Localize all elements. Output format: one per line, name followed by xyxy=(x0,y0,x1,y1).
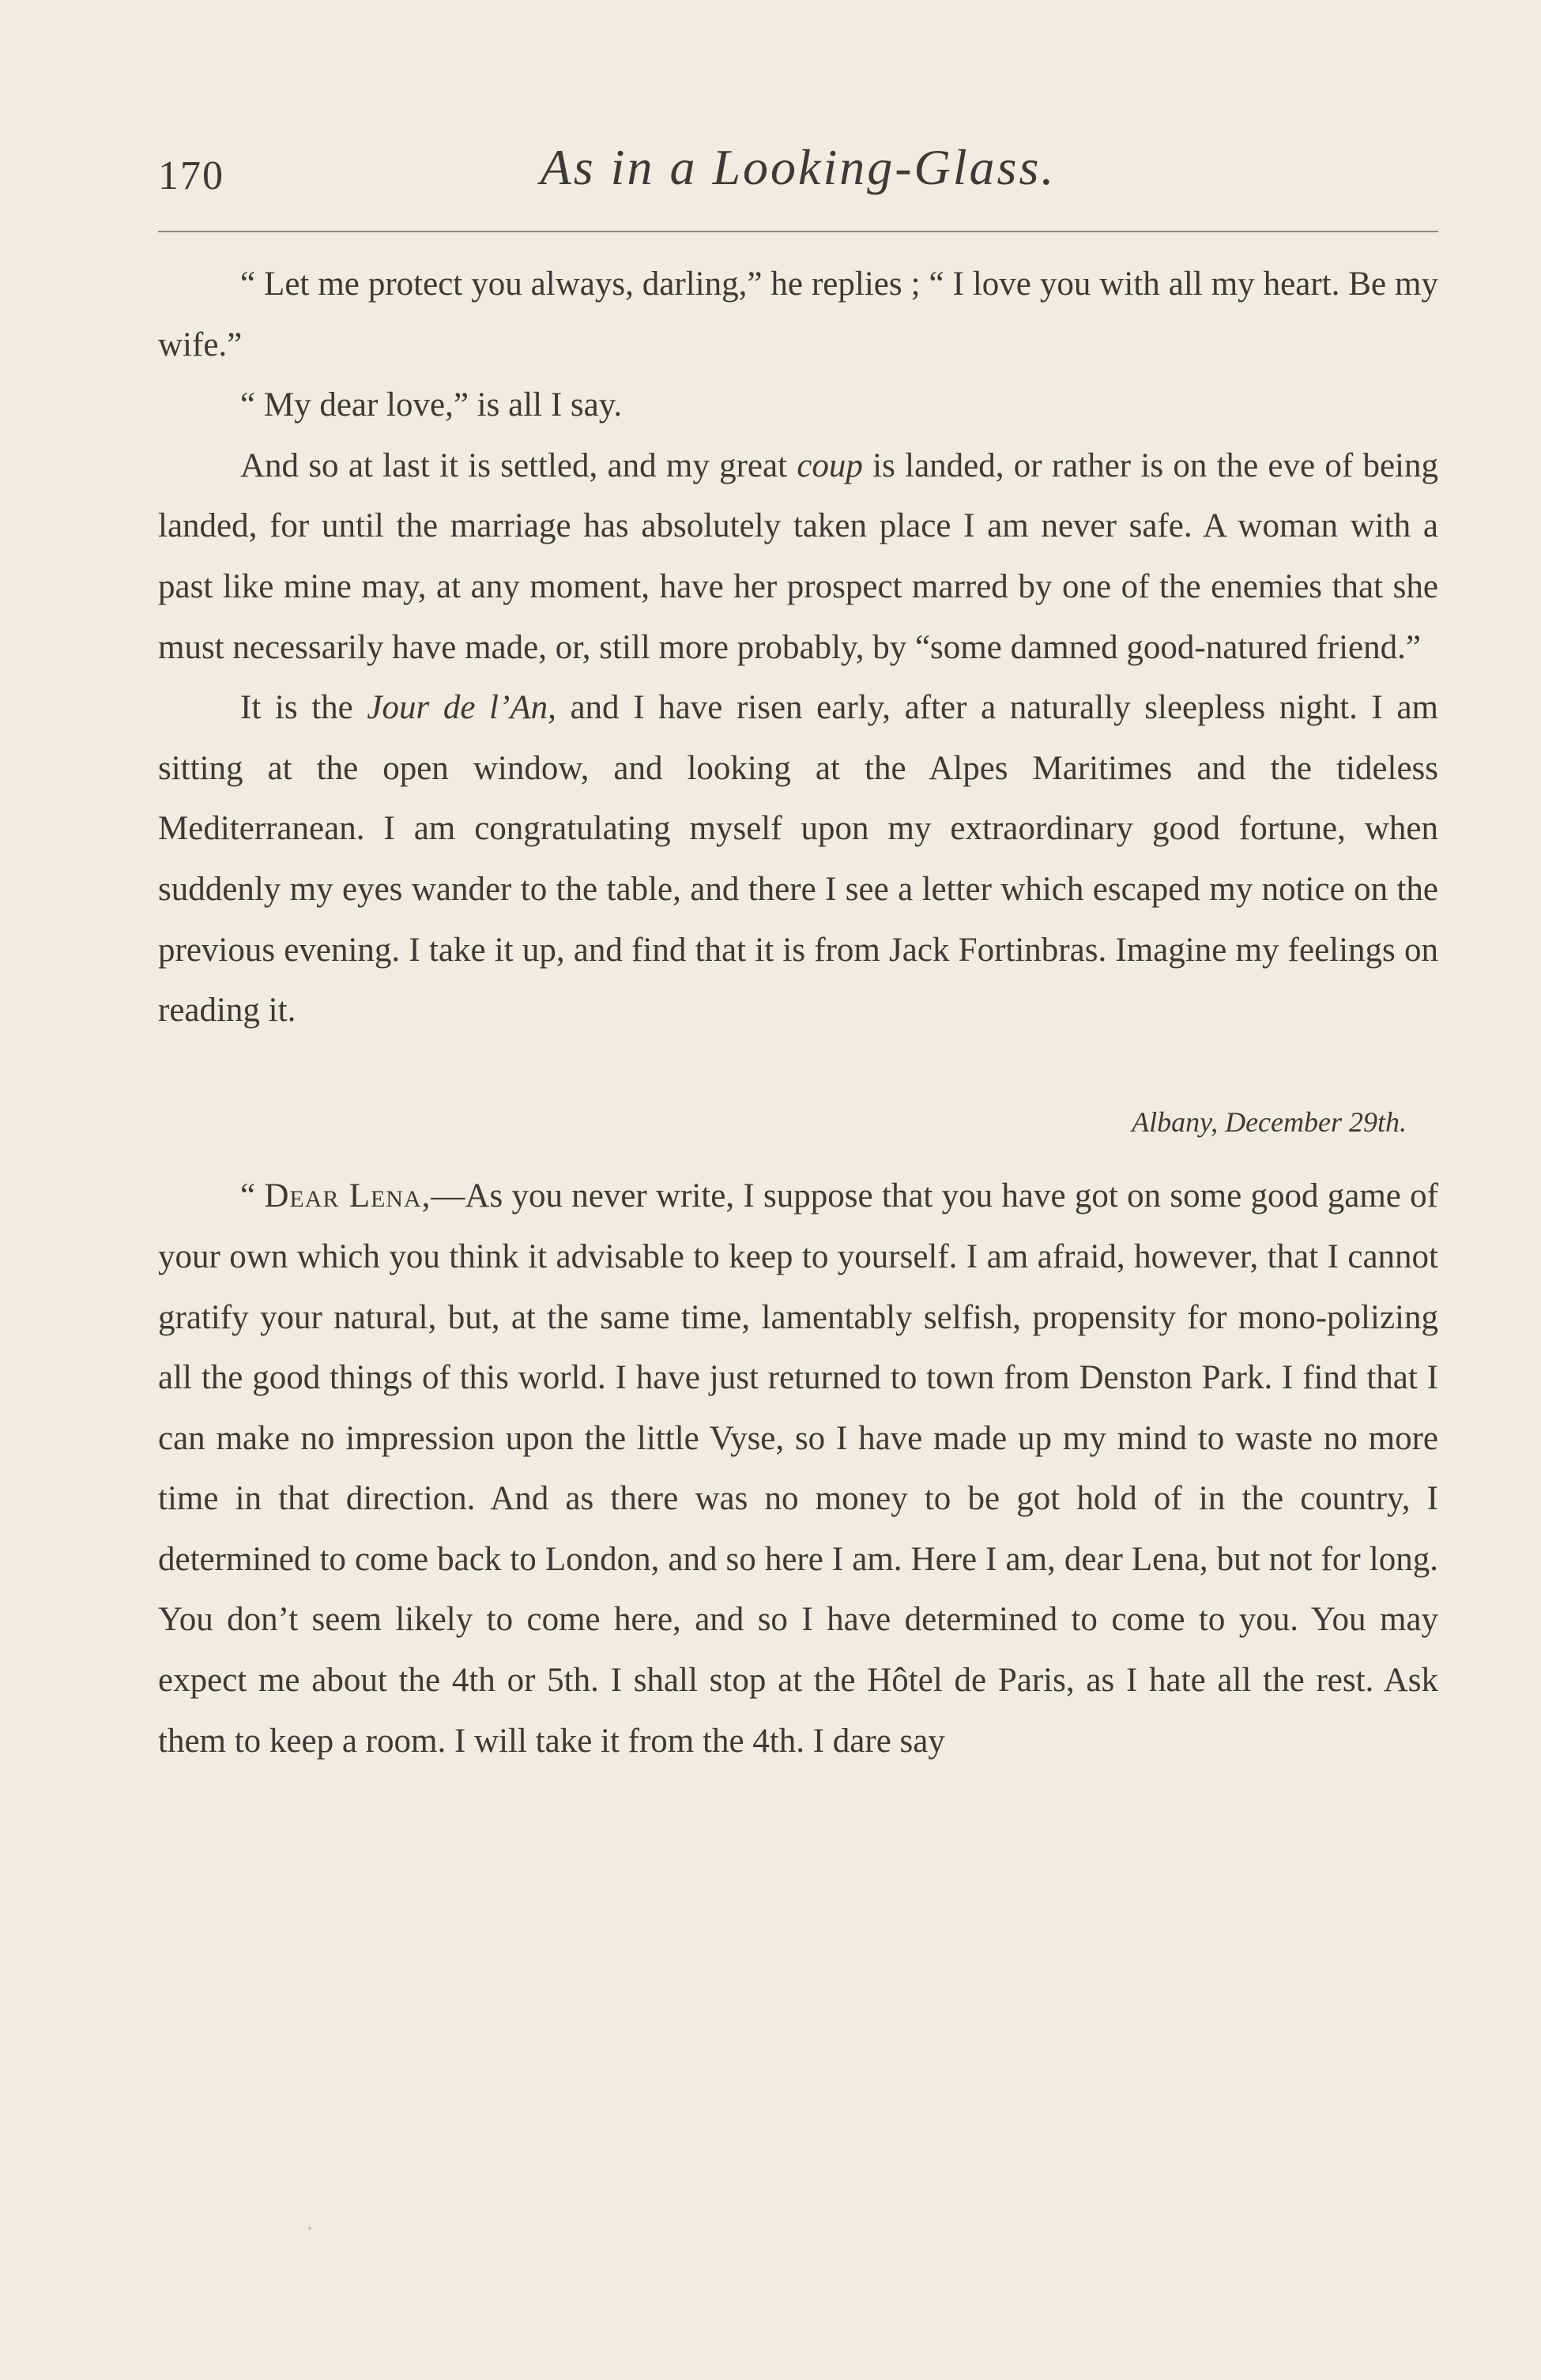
paragraph-4 xyxy=(158,678,1438,1041)
letter-body xyxy=(158,1166,1438,1772)
header-rule xyxy=(158,231,1438,232)
letter-text: —As you never write, I suppose that you have got on some good game of your own which you think it advisable to keep to yourself. I am afraid, however, that I cannot gratify your natural, but, at the same time, lamentably selfish, propensity for mono-polizing all the good things of this world. I have just returned to town from Denston Park. I find that I can make no impression upon the little Vyse, so I have made up my mind to waste no more time in that direction. And as there was no money to be got hold of in the country, I determined to come back to London, and so here I am. Here I am, dear Lena, but not for long. You don’t seem likely to come here, and so I have determined to come to you. You may expect me about the 4th or 5th. I shall stop at the Hôtel de Paris, as I hate all the rest. Ask them to keep a room. I will take it from the 4th. I dare say xyxy=(158,1177,1438,1760)
paragraph-2 xyxy=(158,375,1438,436)
page-header xyxy=(158,138,1438,209)
paragraph-text: is landed, or rather is on the eve of being landed, for until the marriage has absolutely taken place I am never safe. A woman with a past like mine may, at any moment, have her prospect marred by one of the enemies that she must necessarily have made, or, still more probably, by “some damned good-natured friend.” xyxy=(158,446,1438,666)
paragraph-text: “ My dear love,” is all I say. xyxy=(240,386,623,424)
salutation-quote: “ xyxy=(240,1177,265,1215)
letter-dateline: Albany, December 29th. xyxy=(1132,1105,1407,1138)
paper-speck xyxy=(308,2227,311,2230)
paragraph-text: It is the xyxy=(240,689,367,727)
running-title: As in a Looking-Glass. xyxy=(540,139,1057,195)
paragraph-text: and I have risen early, after a naturally sleepless night. I am sitting at the open window, and looking at the Alpes Maritimes and the tideless Mediterranean. I am congratulating myself upon my extraordinary good fortune, when suddenly my eyes wander to the table, and there I see a letter which escaped my notice on the previous evening. I take it up, and find that it is from Jack Fortinbras. Imagine my feelings on reading it. xyxy=(158,689,1439,1030)
italic-word: coup xyxy=(797,446,863,484)
italic-phrase: Jour de l’An, xyxy=(367,689,556,727)
page-number: 170 xyxy=(158,153,224,198)
paragraph-text: “ Let me protect you always, darling,” he replies ; “ I love you with all my heart. Be my wife.” xyxy=(158,265,1438,363)
paragraph-3 xyxy=(158,436,1438,678)
body-text xyxy=(158,254,1438,1772)
letter-salutation: Dear Lena, xyxy=(264,1177,431,1215)
paragraph-text: And so at last it is settled, and my great xyxy=(240,446,797,484)
paragraph-1 xyxy=(158,254,1438,375)
